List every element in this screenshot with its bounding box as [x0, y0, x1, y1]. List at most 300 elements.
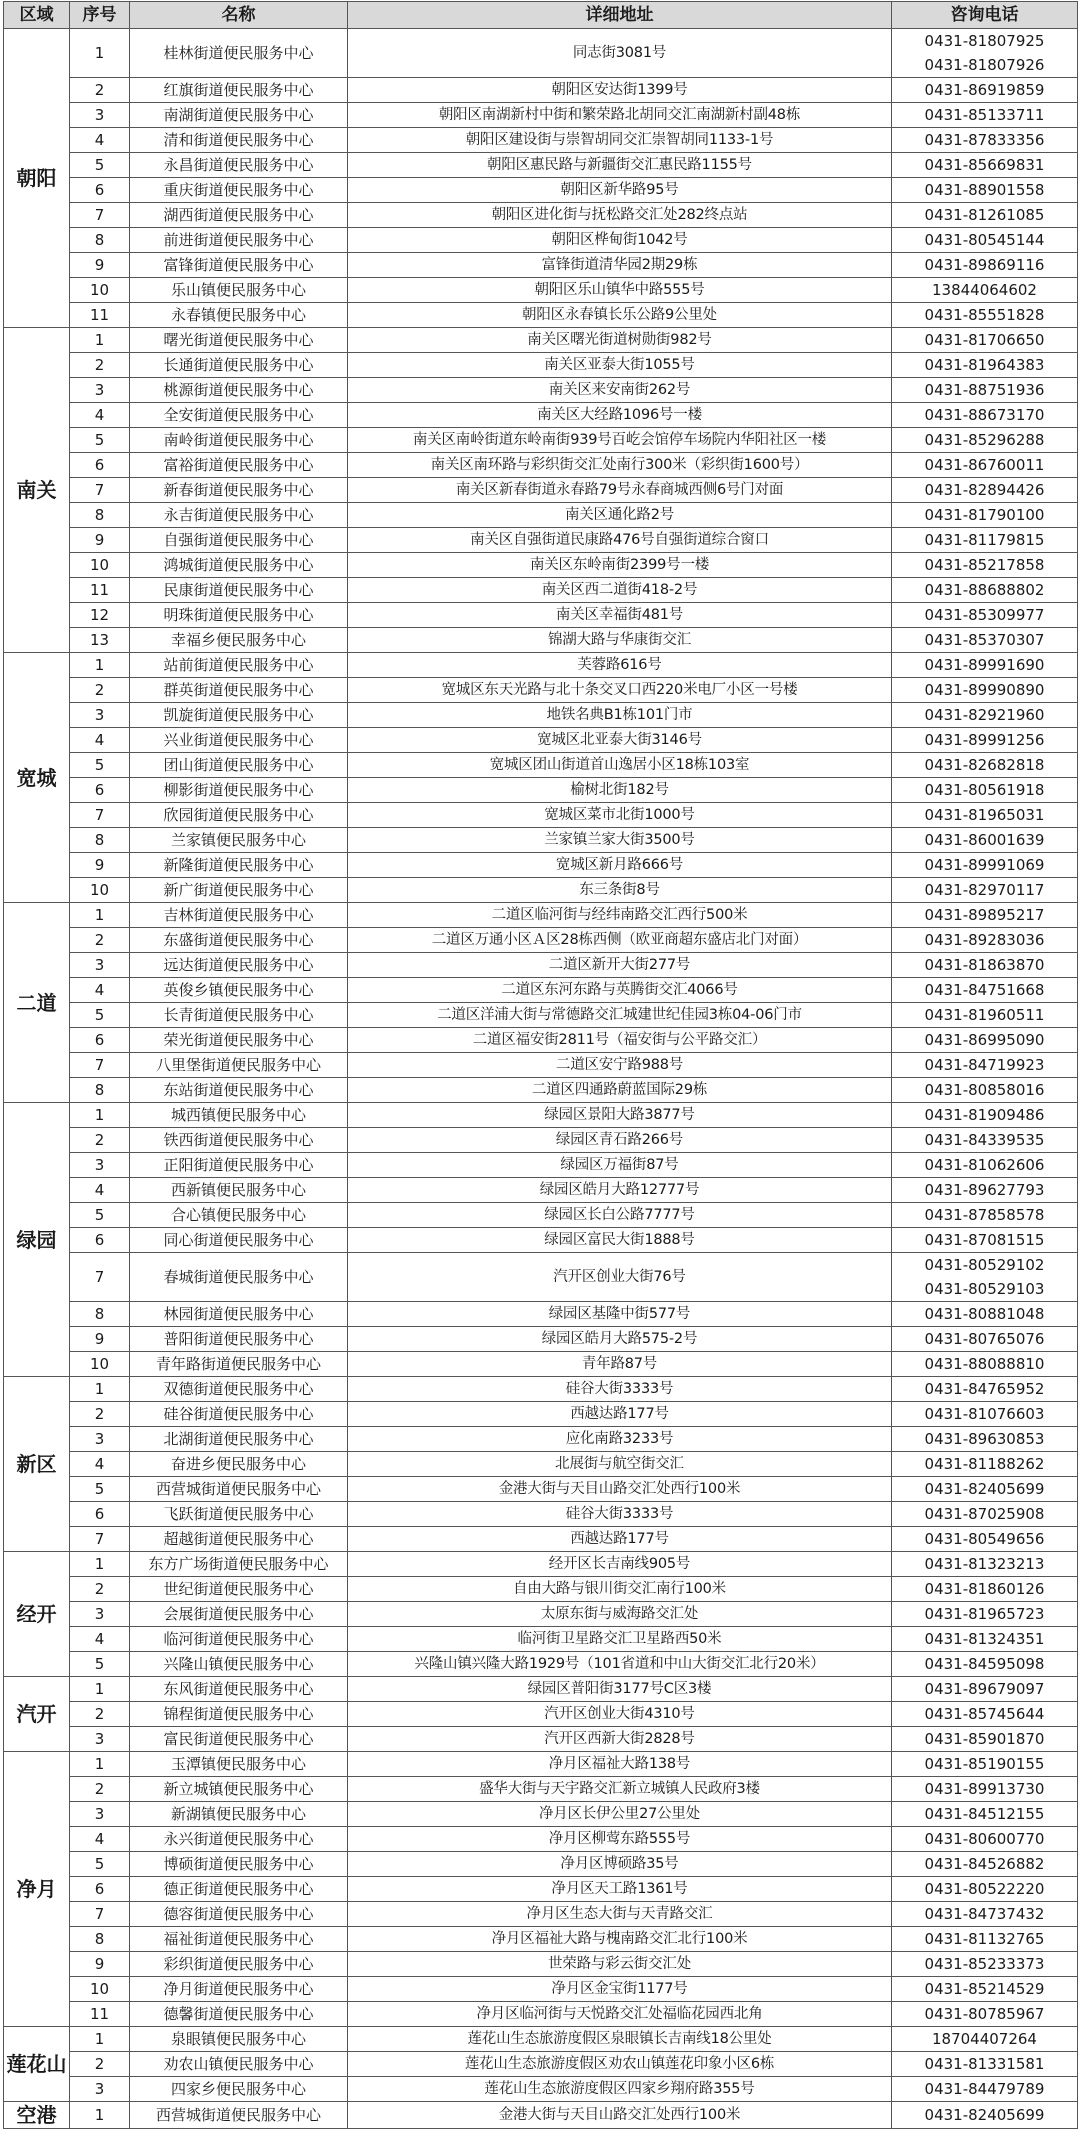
center-address: 南关区南岭街道东岭南街939号百屹会馆停车场院内华阳社区一楼: [348, 428, 892, 453]
center-name: 团山街道便民服务中心: [130, 753, 348, 778]
table-row: [4, 1777, 1078, 1802]
row-number: 7: [70, 478, 130, 503]
phone-number: 0431-87833356: [924, 131, 1045, 149]
center-address: 南关区亚泰大街1055号: [348, 353, 892, 378]
center-phone: [892, 1577, 1078, 1602]
table-row: [4, 353, 1078, 378]
center-address: 太原东街与威海路交汇处: [348, 1602, 892, 1627]
center-name: 会展街道便民服务中心: [130, 1602, 348, 1627]
center-address: 临河街卫星路交汇卫星路西50米: [348, 1627, 892, 1652]
row-number: 1: [70, 653, 130, 678]
center-address: 北展街与航空街交汇: [348, 1452, 892, 1477]
center-address: 南关区通化路2号: [348, 503, 892, 528]
phone-number: 0431-82970117: [924, 881, 1045, 899]
center-address: 净月区柳莺东路555号: [348, 1827, 892, 1852]
center-phone: [892, 878, 1078, 903]
center-phone: [892, 553, 1078, 578]
center-phone: [892, 753, 1078, 778]
table-row: [4, 1527, 1078, 1552]
center-name: 自强街道便民服务中心: [130, 528, 348, 553]
row-number: 5: [70, 1652, 130, 1677]
row-number: 8: [70, 503, 130, 528]
table-row: [4, 553, 1078, 578]
phone-number: 0431-85217858: [924, 556, 1045, 574]
center-phone: [892, 578, 1078, 603]
table-row: [4, 1977, 1078, 2002]
table-row: [4, 1427, 1078, 1452]
table-row: [4, 78, 1078, 103]
center-name: 八里堡街道便民服务中心: [130, 1053, 348, 1078]
center-address: 西越达路177号: [348, 1527, 892, 1552]
row-number: 10: [70, 1352, 130, 1377]
center-name: 飞跃街道便民服务中心: [130, 1502, 348, 1527]
center-address: 二道区安宁路988号: [348, 1053, 892, 1078]
phone-number: 0431-81323213: [924, 1555, 1045, 1573]
row-number: 1: [70, 903, 130, 928]
phone-number: 0431-82405699: [924, 2106, 1045, 2124]
center-name: 西新镇便民服务中心: [130, 1178, 348, 1203]
table-row: [4, 203, 1078, 228]
center-phone: [892, 1527, 1078, 1552]
center-phone: [892, 378, 1078, 403]
phone-number: 0431-89679097: [924, 1680, 1045, 1698]
phone-number: 0431-82405699: [924, 1480, 1045, 1498]
row-number: 6: [70, 453, 130, 478]
center-address: 南关区大经路1096号一楼: [348, 403, 892, 428]
phone-number: 0431-82682818: [924, 756, 1045, 774]
center-address: 地铁名典B1栋101门市: [348, 703, 892, 728]
center-phone: [892, 1003, 1078, 1028]
center-name: 新立城镇便民服务中心: [130, 1777, 348, 1802]
row-number: 13: [70, 628, 130, 653]
center-phone: [892, 903, 1078, 928]
row-number: 8: [70, 1078, 130, 1103]
center-phone: [892, 78, 1078, 103]
center-address: 芙蓉路616号: [348, 653, 892, 678]
row-number: 9: [70, 528, 130, 553]
row-number: 4: [70, 978, 130, 1003]
row-number: 5: [70, 153, 130, 178]
phone-number: 0431-89283036: [924, 931, 1045, 949]
phone-number: 0431-84595098: [924, 1655, 1045, 1673]
center-name: 新隆街道便民服务中心: [130, 853, 348, 878]
table-row: [4, 103, 1078, 128]
table-row: [4, 678, 1078, 703]
row-number: 4: [70, 1827, 130, 1852]
center-name: 林园街道便民服务中心: [130, 1302, 348, 1327]
center-address: 宽城区团山街道首山逸居小区18栋103室: [348, 753, 892, 778]
table-row: [4, 1877, 1078, 1902]
table-row: [4, 1952, 1078, 1977]
center-address: 汽开区创业大街76号: [348, 1253, 892, 1302]
center-phone: [892, 1452, 1078, 1477]
row-number: 2: [70, 1577, 130, 1602]
row-number: 2: [70, 1702, 130, 1727]
table-row: [4, 603, 1078, 628]
row-number: 11: [70, 2002, 130, 2027]
phone-number: 0431-80545144: [924, 231, 1045, 249]
center-address: 净月区福祉大路与槐南路交汇北行100米: [348, 1927, 892, 1952]
center-address: 南关区南环路与彩织街交汇处南行300米（彩织街1600号）: [348, 453, 892, 478]
table-row: [4, 1103, 1078, 1128]
center-address: 莲花山生态旅游度假区四家乡翔府路355号: [348, 2077, 892, 2102]
table-row: [4, 1327, 1078, 1352]
center-name: 德正街道便民服务中心: [130, 1877, 348, 1902]
center-address: 净月区临河街与天悦路交汇处福临花园西北角: [348, 2002, 892, 2027]
center-phone: [892, 703, 1078, 728]
table-row: [4, 2052, 1078, 2077]
table-row: [4, 828, 1078, 853]
center-phone: [892, 2077, 1078, 2102]
table-row: [4, 1852, 1078, 1877]
center-phone: [892, 1477, 1078, 1502]
row-number: 12: [70, 603, 130, 628]
center-name: 东方广场街道便民服务中心: [130, 1552, 348, 1577]
phone-number: 0431-80529103: [924, 1280, 1045, 1298]
phone-number: 13844064602: [932, 281, 1037, 299]
center-address: 硅谷大街3333号: [348, 1377, 892, 1402]
table-row: [4, 528, 1078, 553]
center-name: 城西镇便民服务中心: [130, 1103, 348, 1128]
center-phone: [892, 978, 1078, 1003]
center-address: 朝阳区乐山镇华中路555号: [348, 278, 892, 303]
center-address: 朝阳区永春镇长乐公路9公里处: [348, 303, 892, 328]
table-row: [4, 228, 1078, 253]
center-name: 劝农山镇便民服务中心: [130, 2052, 348, 2077]
center-name: 明珠街道便民服务中心: [130, 603, 348, 628]
center-name: 重庆街道便民服务中心: [130, 178, 348, 203]
phone-number: 0431-85669831: [924, 156, 1045, 174]
district-cell: 空港: [4, 2102, 70, 2129]
center-name: 富锋街道便民服务中心: [130, 253, 348, 278]
center-name: 远达街道便民服务中心: [130, 953, 348, 978]
center-name: 青年路街道便民服务中心: [130, 1352, 348, 1377]
center-name: 鸿城街道便民服务中心: [130, 553, 348, 578]
phone-number: 0431-84737432: [924, 1905, 1045, 1923]
row-number: 1: [70, 29, 130, 78]
center-name: 春城街道便民服务中心: [130, 1253, 348, 1302]
phone-number: 0431-81076603: [924, 1405, 1045, 1423]
table-row: [4, 1352, 1078, 1377]
row-number: 1: [70, 2027, 130, 2052]
row-number: 6: [70, 1877, 130, 1902]
table-row: [4, 853, 1078, 878]
row-number: 3: [70, 703, 130, 728]
center-phone: [892, 1727, 1078, 1752]
phone-number: 0431-81188262: [924, 1455, 1045, 1473]
table-row: [4, 1627, 1078, 1652]
table-row: [4, 1752, 1078, 1777]
phone-number: 0431-89895217: [924, 906, 1045, 924]
center-name: 泉眼镇便民服务中心: [130, 2027, 348, 2052]
row-number: 4: [70, 1178, 130, 1203]
phone-number: 0431-81860126: [924, 1580, 1045, 1598]
center-phone: [892, 678, 1078, 703]
center-name: 双德街道便民服务中心: [130, 1377, 348, 1402]
center-address: 二道区四通路蔚蓝国际29栋: [348, 1078, 892, 1103]
phone-number: 0431-87081515: [924, 1231, 1045, 1249]
center-address: 宽城区菜市北街1000号: [348, 803, 892, 828]
table-row: [4, 1402, 1078, 1427]
row-number: 1: [70, 1677, 130, 1702]
center-name: 硅谷街道便民服务中心: [130, 1402, 348, 1427]
row-number: 2: [70, 928, 130, 953]
center-phone: [892, 428, 1078, 453]
center-phone: [892, 603, 1078, 628]
row-number: 6: [70, 1028, 130, 1053]
center-phone: [892, 1627, 1078, 1652]
center-name: 南岭街道便民服务中心: [130, 428, 348, 453]
center-name: 永昌街道便民服务中心: [130, 153, 348, 178]
phone-number: 0431-84512155: [924, 1805, 1045, 1823]
table-row: [4, 1677, 1078, 1702]
center-address: 东三条街8号: [348, 878, 892, 903]
row-number: 10: [70, 278, 130, 303]
center-phone: [892, 953, 1078, 978]
center-name: 兴隆山镇便民服务中心: [130, 1652, 348, 1677]
center-name: 玉潭镇便民服务中心: [130, 1752, 348, 1777]
center-address: 宽城区新月路666号: [348, 853, 892, 878]
phone-number: 0431-82921960: [924, 706, 1045, 724]
phone-number: 0431-80522220: [924, 1880, 1045, 1898]
center-address: 南关区自强街道民康路476号自强街道综合窗口: [348, 528, 892, 553]
center-name: 前进街道便民服务中心: [130, 228, 348, 253]
table-row: [4, 2077, 1078, 2102]
row-number: 5: [70, 1003, 130, 1028]
center-name: 全安街道便民服务中心: [130, 403, 348, 428]
center-name: 柳影街道便民服务中心: [130, 778, 348, 803]
row-number: 4: [70, 1452, 130, 1477]
row-number: 4: [70, 1627, 130, 1652]
center-phone: [892, 1752, 1078, 1777]
center-address: 南关区幸福街481号: [348, 603, 892, 628]
center-name: 同心街道便民服务中心: [130, 1228, 348, 1253]
row-number: 4: [70, 128, 130, 153]
center-phone: [892, 1552, 1078, 1577]
phone-number: 0431-80529102: [924, 1256, 1045, 1274]
center-name: 吉林街道便民服务中心: [130, 903, 348, 928]
center-address: 绿园区皓月大路12777号: [348, 1178, 892, 1203]
center-address: 世荣路与彩云街交汇处: [348, 1952, 892, 1977]
center-phone: [892, 453, 1078, 478]
center-phone: [892, 2027, 1078, 2052]
header-name: 名称: [130, 2, 348, 29]
center-address: 净月区生态大街与天青路交汇: [348, 1902, 892, 1927]
center-phone: [892, 1028, 1078, 1053]
center-phone: [892, 278, 1078, 303]
center-name: 长通街道便民服务中心: [130, 353, 348, 378]
center-name: 新春街道便民服务中心: [130, 478, 348, 503]
center-address: 朝阳区新华路95号: [348, 178, 892, 203]
table-row: [4, 2002, 1078, 2027]
row-number: 7: [70, 1253, 130, 1302]
district-cell: 南关: [4, 328, 70, 653]
table-row: [4, 578, 1078, 603]
center-name: 民康街道便民服务中心: [130, 578, 348, 603]
table-row: [4, 928, 1078, 953]
center-phone: [892, 29, 1078, 78]
center-name: 净月街道便民服务中心: [130, 1977, 348, 2002]
table-row: [4, 303, 1078, 328]
table-row: [4, 278, 1078, 303]
center-name: 铁西街道便民服务中心: [130, 1128, 348, 1153]
center-address: 自由大路与银川街交汇南行100米: [348, 1577, 892, 1602]
center-address: 二道区新开大街277号: [348, 953, 892, 978]
center-address: 净月区长伊公里27公里处: [348, 1802, 892, 1827]
center-phone: [892, 653, 1078, 678]
phone-number: 0431-80881048: [924, 1305, 1045, 1323]
center-phone: [892, 778, 1078, 803]
phone-number: 0431-84719923: [924, 1056, 1045, 1074]
center-name: 富民街道便民服务中心: [130, 1727, 348, 1752]
center-address: 朝阳区进化街与抚松路交汇处282终点站: [348, 203, 892, 228]
center-address: 金港大街与天目山路交汇处西行100米: [348, 1477, 892, 1502]
table-row: [4, 1652, 1078, 1677]
center-address: 汽开区创业大街4310号: [348, 1702, 892, 1727]
center-name: 桃源街道便民服务中心: [130, 378, 348, 403]
center-name: 兴业街道便民服务中心: [130, 728, 348, 753]
table-row: [4, 1727, 1078, 1752]
center-address: 绿园区基隆中街577号: [348, 1302, 892, 1327]
row-number: 6: [70, 178, 130, 203]
row-number: 2: [70, 78, 130, 103]
phone-number: 0431-82894426: [924, 481, 1045, 499]
phone-number: 0431-87025908: [924, 1505, 1045, 1523]
phone-number: 0431-86995090: [924, 1031, 1045, 1049]
center-phone: [892, 178, 1078, 203]
phone-number: 0431-89627793: [924, 1181, 1045, 1199]
center-phone: [892, 228, 1078, 253]
center-address: 硅谷大街3333号: [348, 1502, 892, 1527]
center-address: 南关区新春街道永春路79号永春商城西侧6号门对面: [348, 478, 892, 503]
center-phone: [892, 1777, 1078, 1802]
table-row: [4, 1702, 1078, 1727]
table-row: [4, 2027, 1078, 2052]
center-phone: [892, 128, 1078, 153]
phone-number: 0431-85370307: [924, 631, 1045, 649]
center-address: 经开区长吉南线905号: [348, 1552, 892, 1577]
table-row: [4, 1053, 1078, 1078]
center-phone: [892, 353, 1078, 378]
table-row: [4, 903, 1078, 928]
center-name: 兰家镇便民服务中心: [130, 828, 348, 853]
center-address: 绿园区青石路266号: [348, 1128, 892, 1153]
center-address: 金港大街与天目山路交汇处西行100米: [348, 2102, 892, 2129]
center-name: 湖西街道便民服务中心: [130, 203, 348, 228]
center-address: 南关区来安南街262号: [348, 378, 892, 403]
center-phone: [892, 1852, 1078, 1877]
table-row: [4, 403, 1078, 428]
center-name: 欣园街道便民服务中心: [130, 803, 348, 828]
center-phone: [892, 253, 1078, 278]
table-row: [4, 128, 1078, 153]
phone-number: 18704407264: [932, 2030, 1037, 2048]
table-row: [4, 1128, 1078, 1153]
table-row: [4, 153, 1078, 178]
center-name: 英俊乡镇便民服务中心: [130, 978, 348, 1003]
phone-number: 0431-81790100: [924, 506, 1045, 524]
phone-number: 0431-81324351: [924, 1630, 1045, 1648]
table-row: [4, 2102, 1078, 2129]
center-name: 新湖镇便民服务中心: [130, 1802, 348, 1827]
row-number: 3: [70, 1727, 130, 1752]
center-address: 净月区天工路1361号: [348, 1877, 892, 1902]
table-row: [4, 1003, 1078, 1028]
center-phone: [892, 1677, 1078, 1702]
district-cell: 净月: [4, 1752, 70, 2027]
center-phone: [892, 1977, 1078, 2002]
table-row: [4, 803, 1078, 828]
center-name: 超越街道便民服务中心: [130, 1527, 348, 1552]
phone-number: 0431-84751668: [924, 981, 1045, 999]
row-number: 3: [70, 1153, 130, 1178]
center-address: 朝阳区桦甸街1042号: [348, 228, 892, 253]
phone-number: 0431-81261085: [924, 206, 1045, 224]
center-name: 永兴街道便民服务中心: [130, 1827, 348, 1852]
center-name: 临河街道便民服务中心: [130, 1627, 348, 1652]
center-name: 富裕街道便民服务中心: [130, 453, 348, 478]
center-phone: [892, 1327, 1078, 1352]
row-number: 1: [70, 1103, 130, 1128]
center-address: 南关区曙光街道树勋街982号: [348, 328, 892, 353]
row-number: 1: [70, 1752, 130, 1777]
center-address: 二道区洋浦大街与常德路交汇城建世纪佳园3栋04-06门市: [348, 1003, 892, 1028]
phone-number: 0431-80858016: [924, 1081, 1045, 1099]
row-number: 2: [70, 1402, 130, 1427]
center-name: 锦程街道便民服务中心: [130, 1702, 348, 1727]
center-address: 朝阳区安达街1399号: [348, 78, 892, 103]
center-phone: [892, 503, 1078, 528]
row-number: 9: [70, 253, 130, 278]
header-district: 区域: [4, 2, 70, 29]
row-number: 3: [70, 378, 130, 403]
center-phone: [892, 1902, 1078, 1927]
row-number: 3: [70, 1427, 130, 1452]
center-name: 永春镇便民服务中心: [130, 303, 348, 328]
center-name: 正阳街道便民服务中心: [130, 1153, 348, 1178]
table-row: [4, 1552, 1078, 1577]
center-address: 南关区东岭南街2399号一楼: [348, 553, 892, 578]
header-row: [4, 2, 1078, 29]
center-address: 绿园区景阳大路3877号: [348, 1103, 892, 1128]
center-phone: [892, 1178, 1078, 1203]
row-number: 7: [70, 203, 130, 228]
row-number: 1: [70, 1377, 130, 1402]
center-name: 福祉街道便民服务中心: [130, 1927, 348, 1952]
center-phone: [892, 1302, 1078, 1327]
center-name: 南湖街道便民服务中心: [130, 103, 348, 128]
center-name: 新广街道便民服务中心: [130, 878, 348, 903]
phone-number: 0431-89991069: [924, 856, 1045, 874]
phone-number: 0431-88088810: [924, 1355, 1045, 1373]
row-number: 6: [70, 1228, 130, 1253]
phone-number: 0431-81807926: [924, 56, 1045, 74]
phone-number: 0431-81909486: [924, 1106, 1045, 1124]
district-cell: 莲花山: [4, 2027, 70, 2102]
table-row: [4, 29, 1078, 78]
center-address: 二道区东河东路与英腾街交汇4066号: [348, 978, 892, 1003]
center-phone: [892, 1402, 1078, 1427]
center-phone: [892, 1877, 1078, 1902]
row-number: 7: [70, 1902, 130, 1927]
table-row: [4, 1577, 1078, 1602]
center-phone: [892, 1652, 1078, 1677]
center-phone: [892, 303, 1078, 328]
phone-number: 0431-80549656: [924, 1530, 1045, 1548]
phone-number: 0431-80561918: [924, 781, 1045, 799]
row-number: 2: [70, 1777, 130, 1802]
phone-number: 0431-84339535: [924, 1131, 1045, 1149]
